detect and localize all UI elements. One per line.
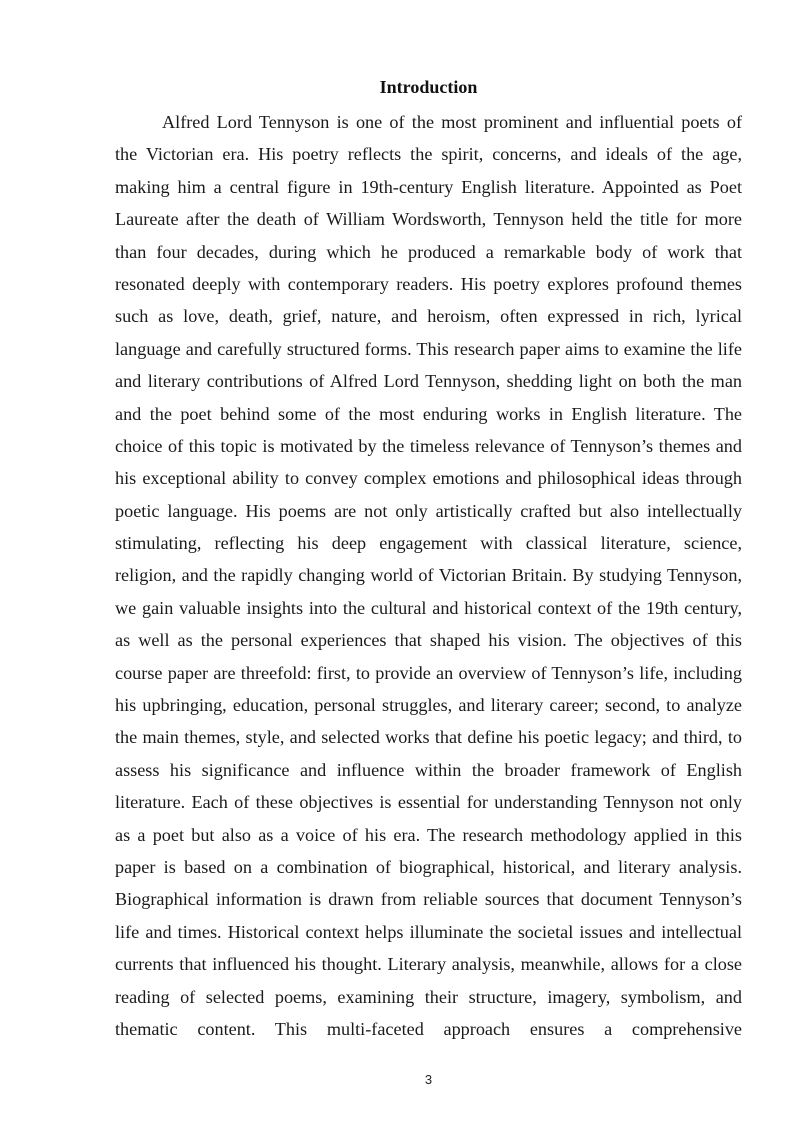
paragraph-line: such as love, death, grief, nature, and heroism, often expressed in rich, lyrical	[115, 306, 742, 327]
paragraph-line: Biographical information is drawn from reliable sources that document Tennyson’s	[115, 889, 742, 910]
paragraph-line: his upbringing, education, personal struggles, and literary career; second, to analyze	[115, 695, 742, 716]
body-paragraph	[115, 106, 742, 1045]
paragraph-line: currents that influenced his thought. Literary analysis, meanwhile, allows for a close	[115, 954, 742, 975]
paragraph-line: as well as the personal experiences that shaped his vision. The objectives of this	[115, 630, 742, 651]
paragraph-line: assess his significance and influence within the broader framework of English	[115, 759, 742, 780]
paragraph-line: Laureate after the death of William Wordsworth, Tennyson held the title for more	[115, 209, 742, 230]
paragraph-line: language and carefully structured forms. This research paper aims to examine the life	[115, 338, 742, 359]
paragraph-line: religion, and the rapidly changing world of Victorian Britain. By studying Tennyson,	[115, 565, 742, 586]
paragraph-line: the main themes, style, and selected works that define his poetic legacy; and third, to	[115, 727, 742, 748]
paragraph-line: literature. Each of these objectives is essential for understanding Tennyson not only	[115, 792, 742, 813]
paragraph-line: life and times. Historical context helps illuminate the societal issues and intellectual	[115, 921, 742, 942]
paragraph-line: his exceptional ability to convey complex emotions and philosophical ideas through	[115, 468, 742, 489]
paragraph-line: we gain valuable insights into the cultural and historical context of the 19th century,	[115, 597, 742, 618]
paragraph-line: thematic content. This multi-faceted approach ensures a comprehensive	[115, 1018, 742, 1039]
paragraph-line: than four decades, during which he produced a remarkable body of work that	[115, 241, 742, 262]
paragraph-line: course paper are threefold: first, to provide an overview of Tennyson’s life, including	[115, 662, 742, 683]
paragraph-line: reading of selected poems, examining their structure, imagery, symbolism, and	[115, 986, 742, 1007]
paragraph-line: paper is based on a combination of biographical, historical, and literary analysis.	[115, 856, 742, 877]
paragraph-line: the Victorian era. His poetry reflects the spirit, concerns, and ideals of the age,	[115, 144, 742, 165]
paragraph-line: and the poet behind some of the most enduring works in English literature. The	[115, 403, 742, 424]
paragraph-line: Alfred Lord Tennyson is one of the most prominent and influential poets of	[162, 112, 742, 132]
paragraph-line: as a poet but also as a voice of his era. The research methodology applied in this	[115, 824, 742, 845]
paragraph-line: resonated deeply with contemporary readers. His poetry explores profound themes	[115, 273, 742, 294]
paragraph-line: and literary contributions of Alfred Lord Tennyson, shedding light on both the man	[115, 371, 742, 392]
page-number: 3	[424, 1072, 433, 1087]
paragraph-line: choice of this topic is motivated by the timeless relevance of Tennyson’s themes and	[115, 435, 742, 456]
paragraph-line: stimulating, reflecting his deep engagement with classical literature, science,	[115, 533, 742, 554]
paragraph-line: poetic language. His poems are not only artistically crafted but also intellectually	[115, 500, 742, 521]
paragraph-line: making him a central figure in 19th-century English literature. Appointed as Poet	[115, 176, 742, 197]
section-heading: Introduction	[379, 77, 478, 97]
